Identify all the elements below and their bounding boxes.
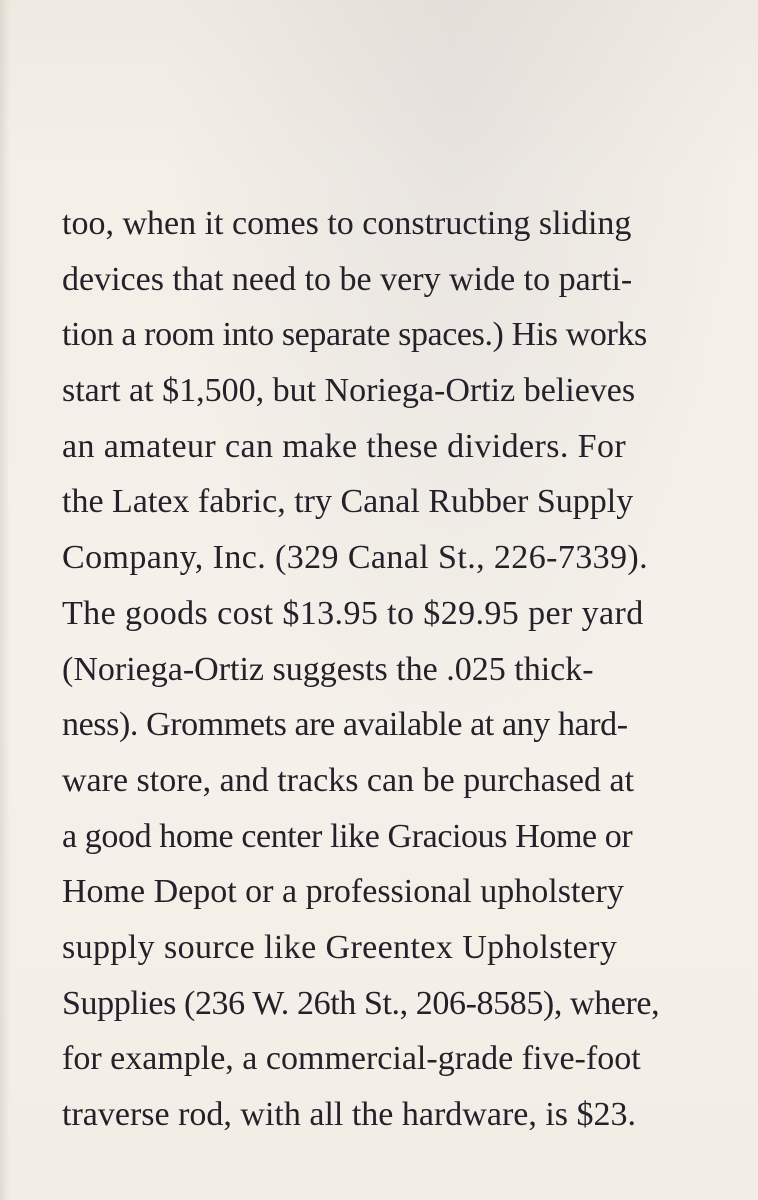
- text-line: devices that need to be very wide to parti-: [62, 260, 633, 298]
- text-line: traverse rod, with all the hardware, is $23.: [62, 1096, 637, 1133]
- text-line: Company, Inc. (329 Canal St., 226-7339).: [62, 539, 649, 577]
- text-line: a good home center like Gracious Home or: [62, 817, 633, 855]
- text-line: the Latex fabric, try Canal Rubber Supply: [62, 483, 634, 521]
- article-body-text: [62, 196, 702, 1143]
- text-line: ware store, and tracks can be purchased at: [62, 761, 635, 799]
- text-line: ness). Grommets are available at any hard-: [62, 706, 628, 744]
- text-line: an amateur can make these dividers. For: [62, 427, 627, 465]
- text-line: tion a room into separate spaces.) His works: [62, 316, 647, 354]
- text-line: Supplies (236 W. 26th St., 206-8585), where,: [62, 984, 660, 1022]
- text-line: supply source like Greentex Upholstery: [62, 928, 618, 966]
- text-line: for example, a commercial-grade five-foot: [62, 1040, 641, 1078]
- text-line: (Noriega-Ortiz suggests the .025 thick-: [62, 650, 594, 688]
- text-line: Home Depot or a professional upholstery: [62, 873, 624, 911]
- text-line: The goods cost $13.95 to $29.95 per yard: [62, 594, 644, 632]
- text-line: start at $1,500, but Noriega-Ortiz believes: [62, 372, 636, 410]
- text-line: too, when it comes to constructing sliding: [62, 205, 632, 242]
- page-edge-shadow: [0, 0, 10, 1200]
